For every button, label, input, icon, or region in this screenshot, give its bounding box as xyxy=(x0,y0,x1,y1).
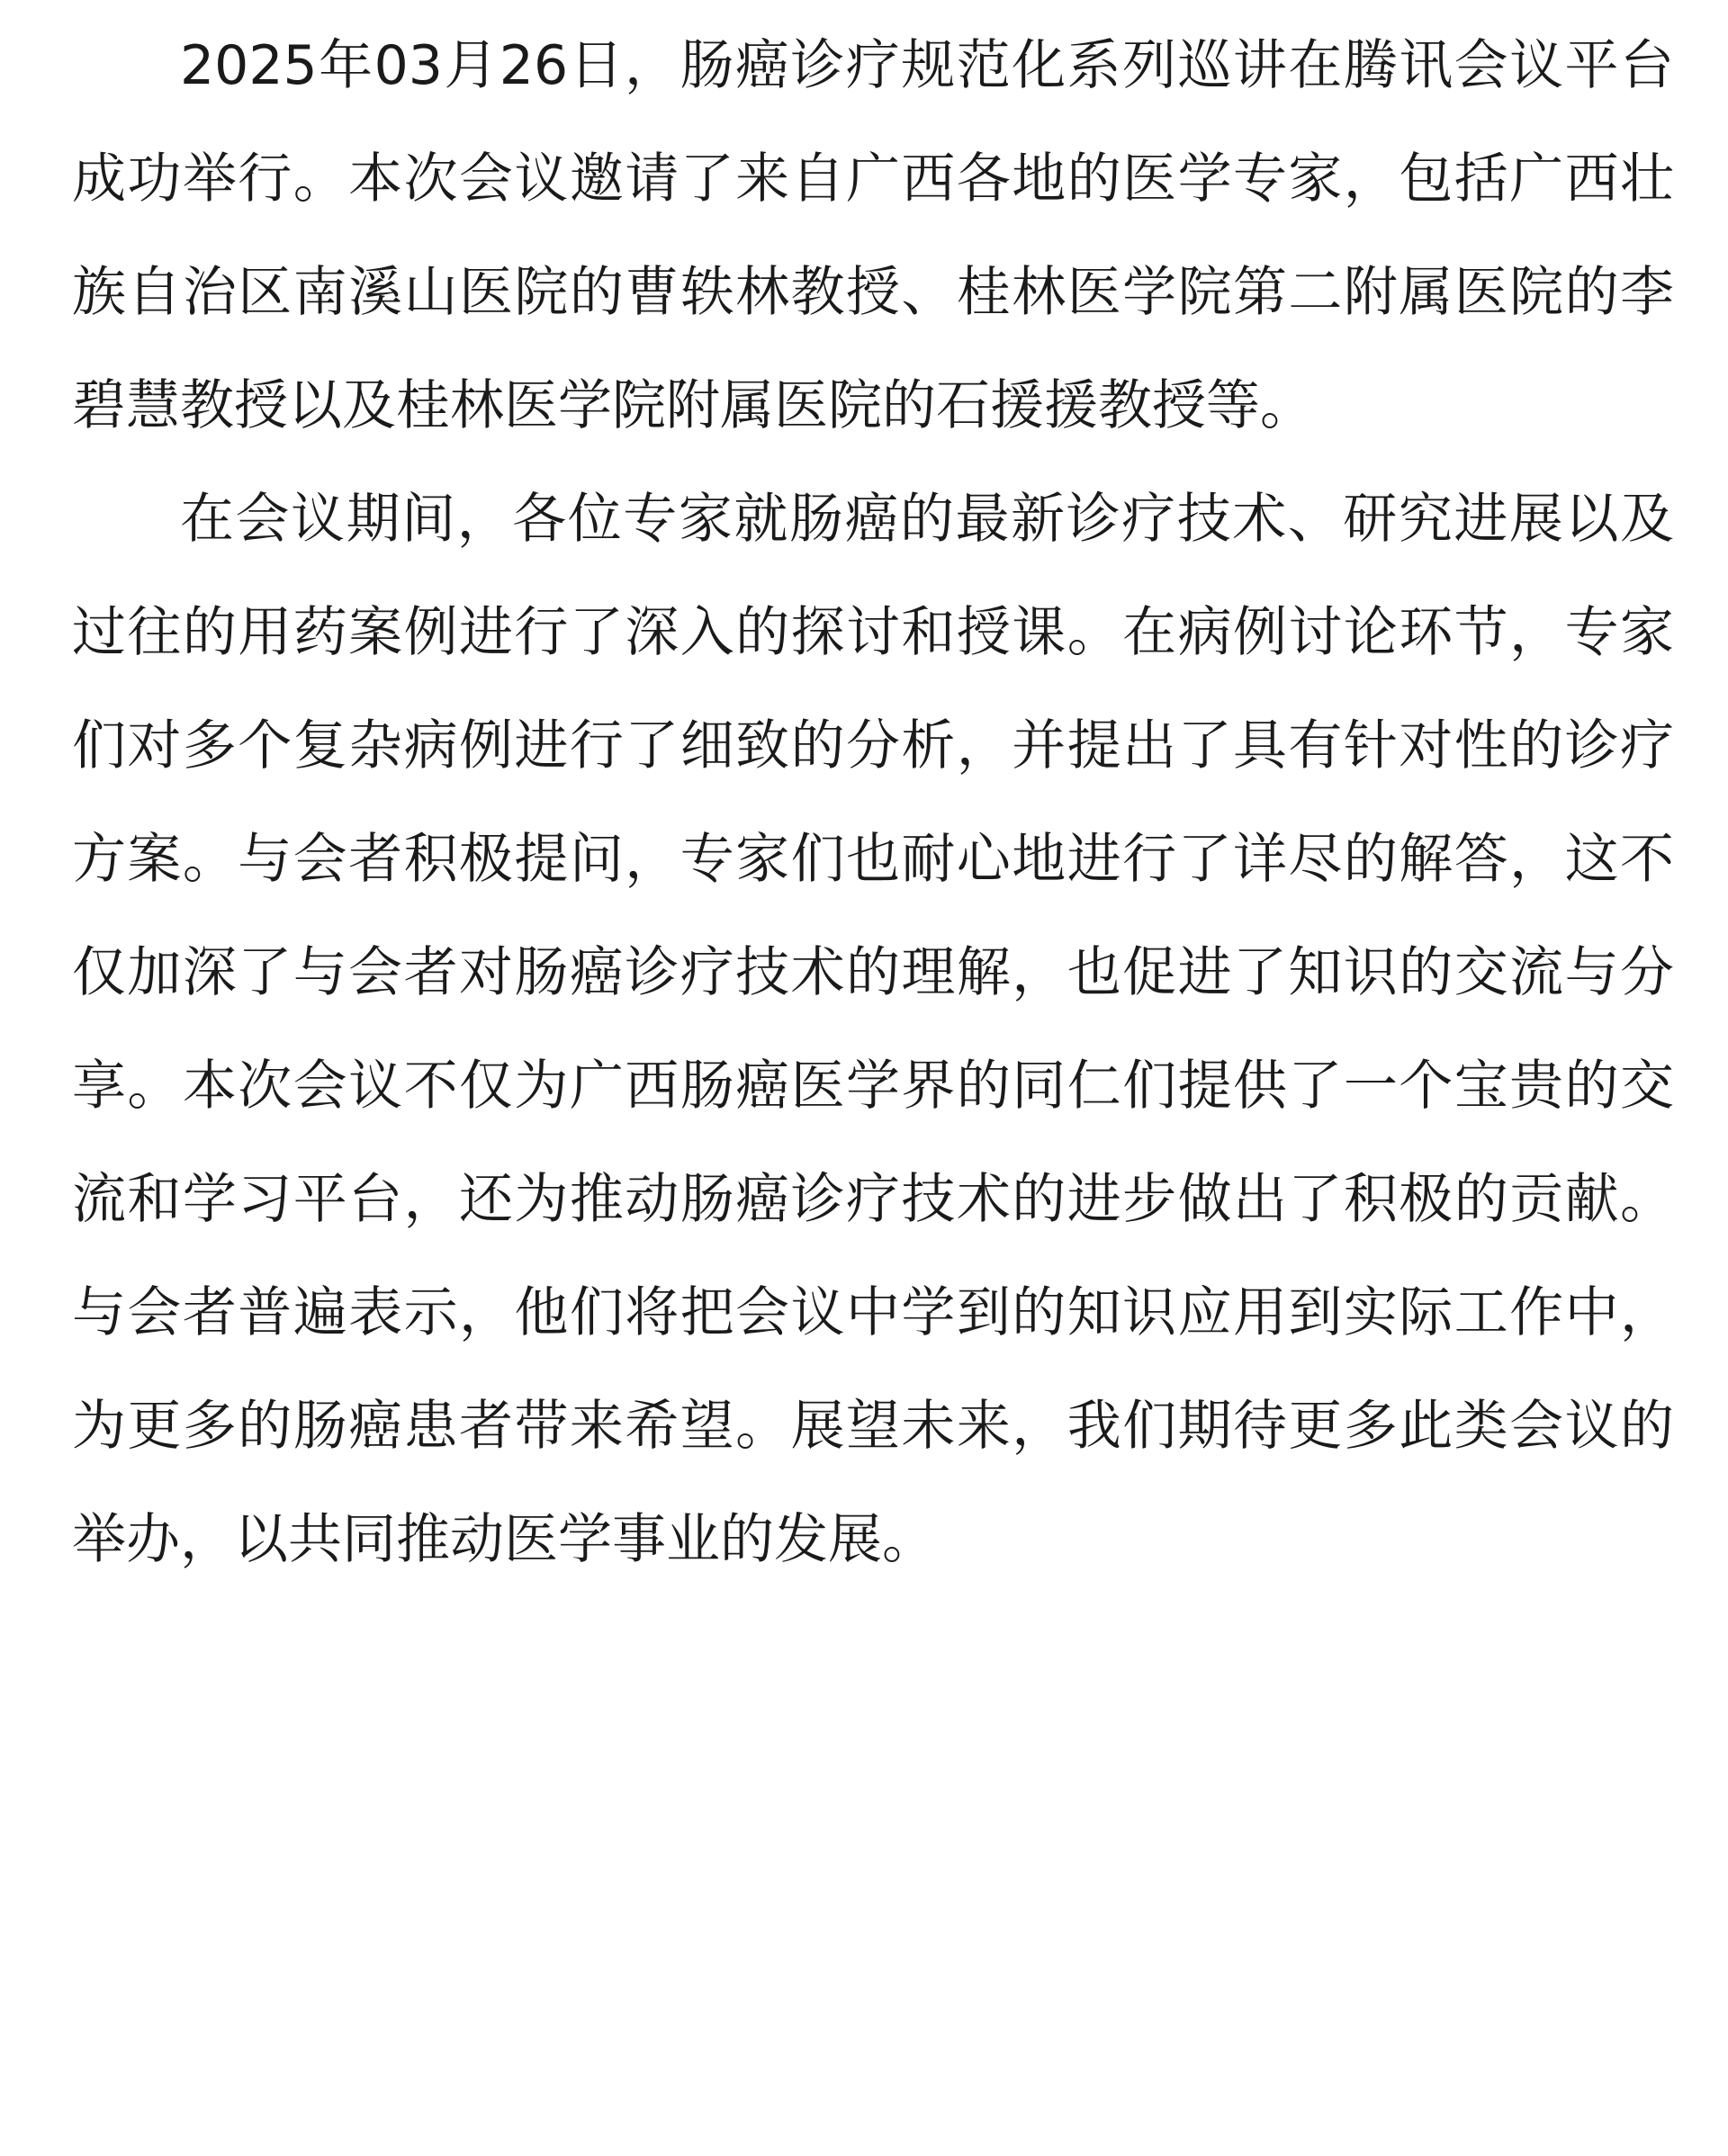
paragraph-intro: 2025年03月26日，肠癌诊疗规范化系列巡讲在腾讯会议平台成功举行。本次会议邀请了来自广西各地的医学专家，包括广西壮族自治区南溪山医院的曹轶林教授、桂林医学院第二附属医院的李碧慧教授以及桂林医学院附属医院的石援援教授等。 xyxy=(72,34,1674,437)
article-body xyxy=(72,9,1674,1596)
paragraph-discussion: 在会议期间，各位专家就肠癌的最新诊疗技术、研究进展以及过往的用药案例进行了深入的探讨和授课。在病例讨论环节，专家们对多个复杂病例进行了细致的分析，并提出了具有针对性的诊疗方案。与会者积极提问，专家们也耐心地进行了详尽的解答，这不仅加深了与会者对肠癌诊疗技术的理解，也促进了知识的交流与分享。本次会议不仅为广西肠癌医学界的同仁们提供了一个宝贵的交流和学习平台，还为推动肠癌诊疗技术的进步做出了积极的贡献。与会者普遍表示，他们将把会议中学到的知识应用到实际工作中，为更多的肠癌患者带来希望。展望未来，我们期待更多此类会议的举办，以共同推动医学事业的发展。 xyxy=(72,488,1674,1571)
